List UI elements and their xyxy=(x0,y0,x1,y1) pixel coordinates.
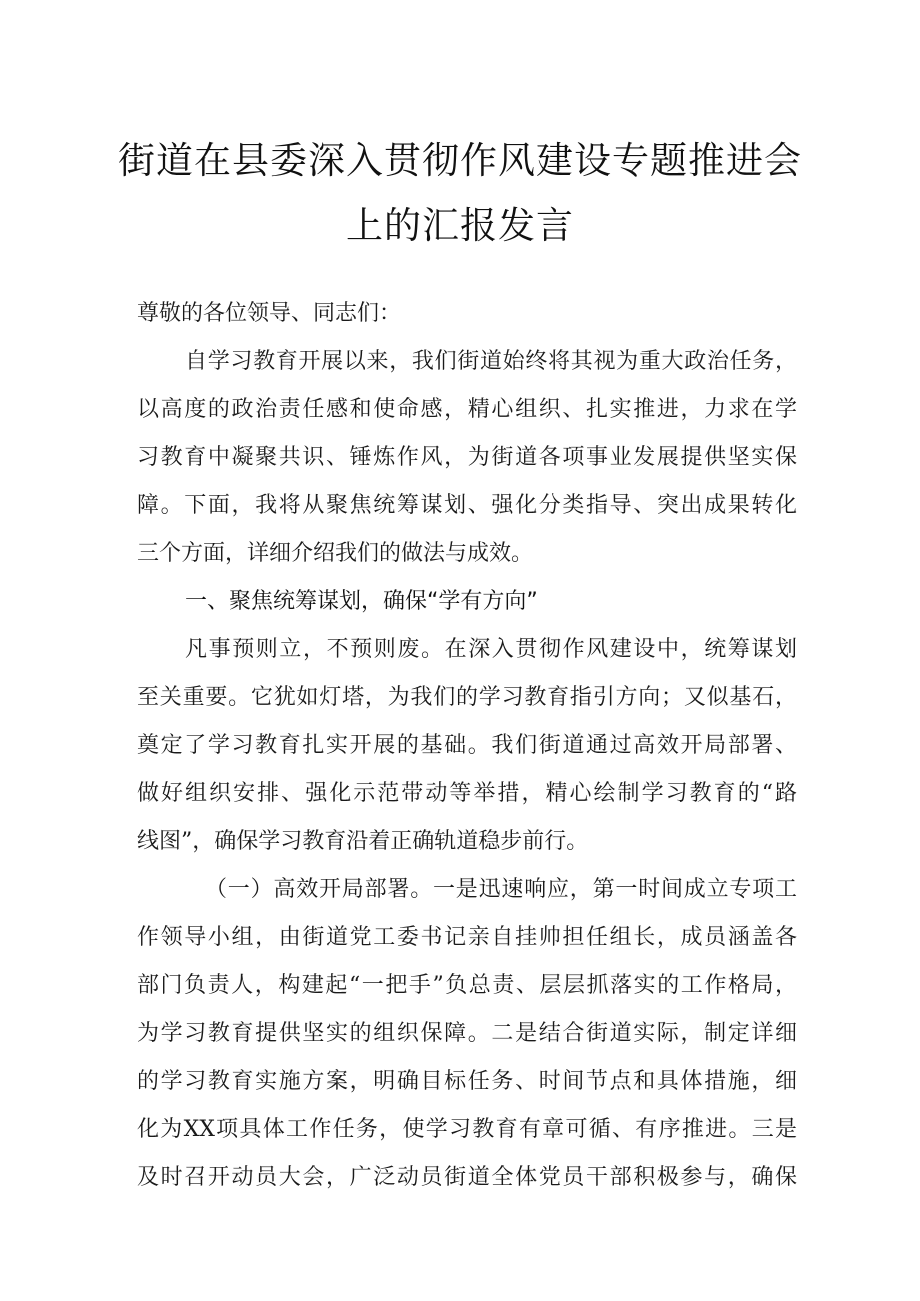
section-paragraph-line: 线图”，确保学习教育沿着正确轨道稳步前行。 xyxy=(137,829,589,854)
subsection-paragraph-line: 及时召开动员大会，广泛动员街道全体党员干部积极参与，确保 xyxy=(137,1165,797,1190)
subsection-paragraph-line: 化为XX项具体工作任务，使学习教育有章可循、有序推进。三是 xyxy=(137,1117,797,1142)
section-paragraph-line: 做好组织安排、强化示范带动等举措，精心绘制学习教育的“路 xyxy=(137,781,797,806)
subsection-paragraph-line: （一）高效开局部署。一是迅速响应，第一时间成立专项工 xyxy=(205,877,797,902)
intro-line: 障。下面，我将从聚焦统筹谋划、强化分类指导、突出成果转化 xyxy=(137,493,797,518)
document-title-line-1: 街道在县委深入贯彻作风建设专题推进会 xyxy=(118,139,802,182)
subsection-paragraph-line: 为学习教育提供坚实的组织保障。二是结合街道实际，制定详细 xyxy=(137,1021,797,1046)
document-title-line-2: 上的汇报发言 xyxy=(346,204,574,247)
section-paragraph-line: 奠定了学习教育扎实开展的基础。我们街道通过高效开局部署、 xyxy=(137,733,797,758)
subsection-paragraph-line: 作领导小组，由街道党工委书记亲自挂帅担任组长，成员涵盖各 xyxy=(137,925,797,950)
salutation: 尊敬的各位领导、同志们： xyxy=(137,301,402,326)
section-paragraph-line: 至关重要。它犹如灯塔，为我们的学习教育指引方向；又似基石， xyxy=(137,685,797,710)
section-heading: 一、聚焦统筹谋划，确保“学有方向” xyxy=(185,589,538,614)
subsection-paragraph-line: 的学习教育实施方案，明确目标任务、时间节点和具体措施，细 xyxy=(137,1069,797,1094)
intro-line: 习教育中凝聚共识、锤炼作风，为街道各项事业发展提供坚实保 xyxy=(137,445,797,470)
intro-line: 三个方面，详细介绍我们的做法与成效。 xyxy=(137,541,534,566)
intro-line: 自学习教育开展以来，我们街道始终将其视为重大政治任务， xyxy=(185,349,797,374)
section-paragraph-line: 凡事预则立，不预则废。在深入贯彻作风建设中，统筹谋划 xyxy=(185,637,797,662)
subsection-paragraph-line: 部门负责人，构建起“一把手”负总责、层层抓落实的工作格局， xyxy=(137,973,797,998)
intro-line: 以高度的政治责任感和使命感，精心组织、扎实推进，力求在学 xyxy=(137,397,797,422)
